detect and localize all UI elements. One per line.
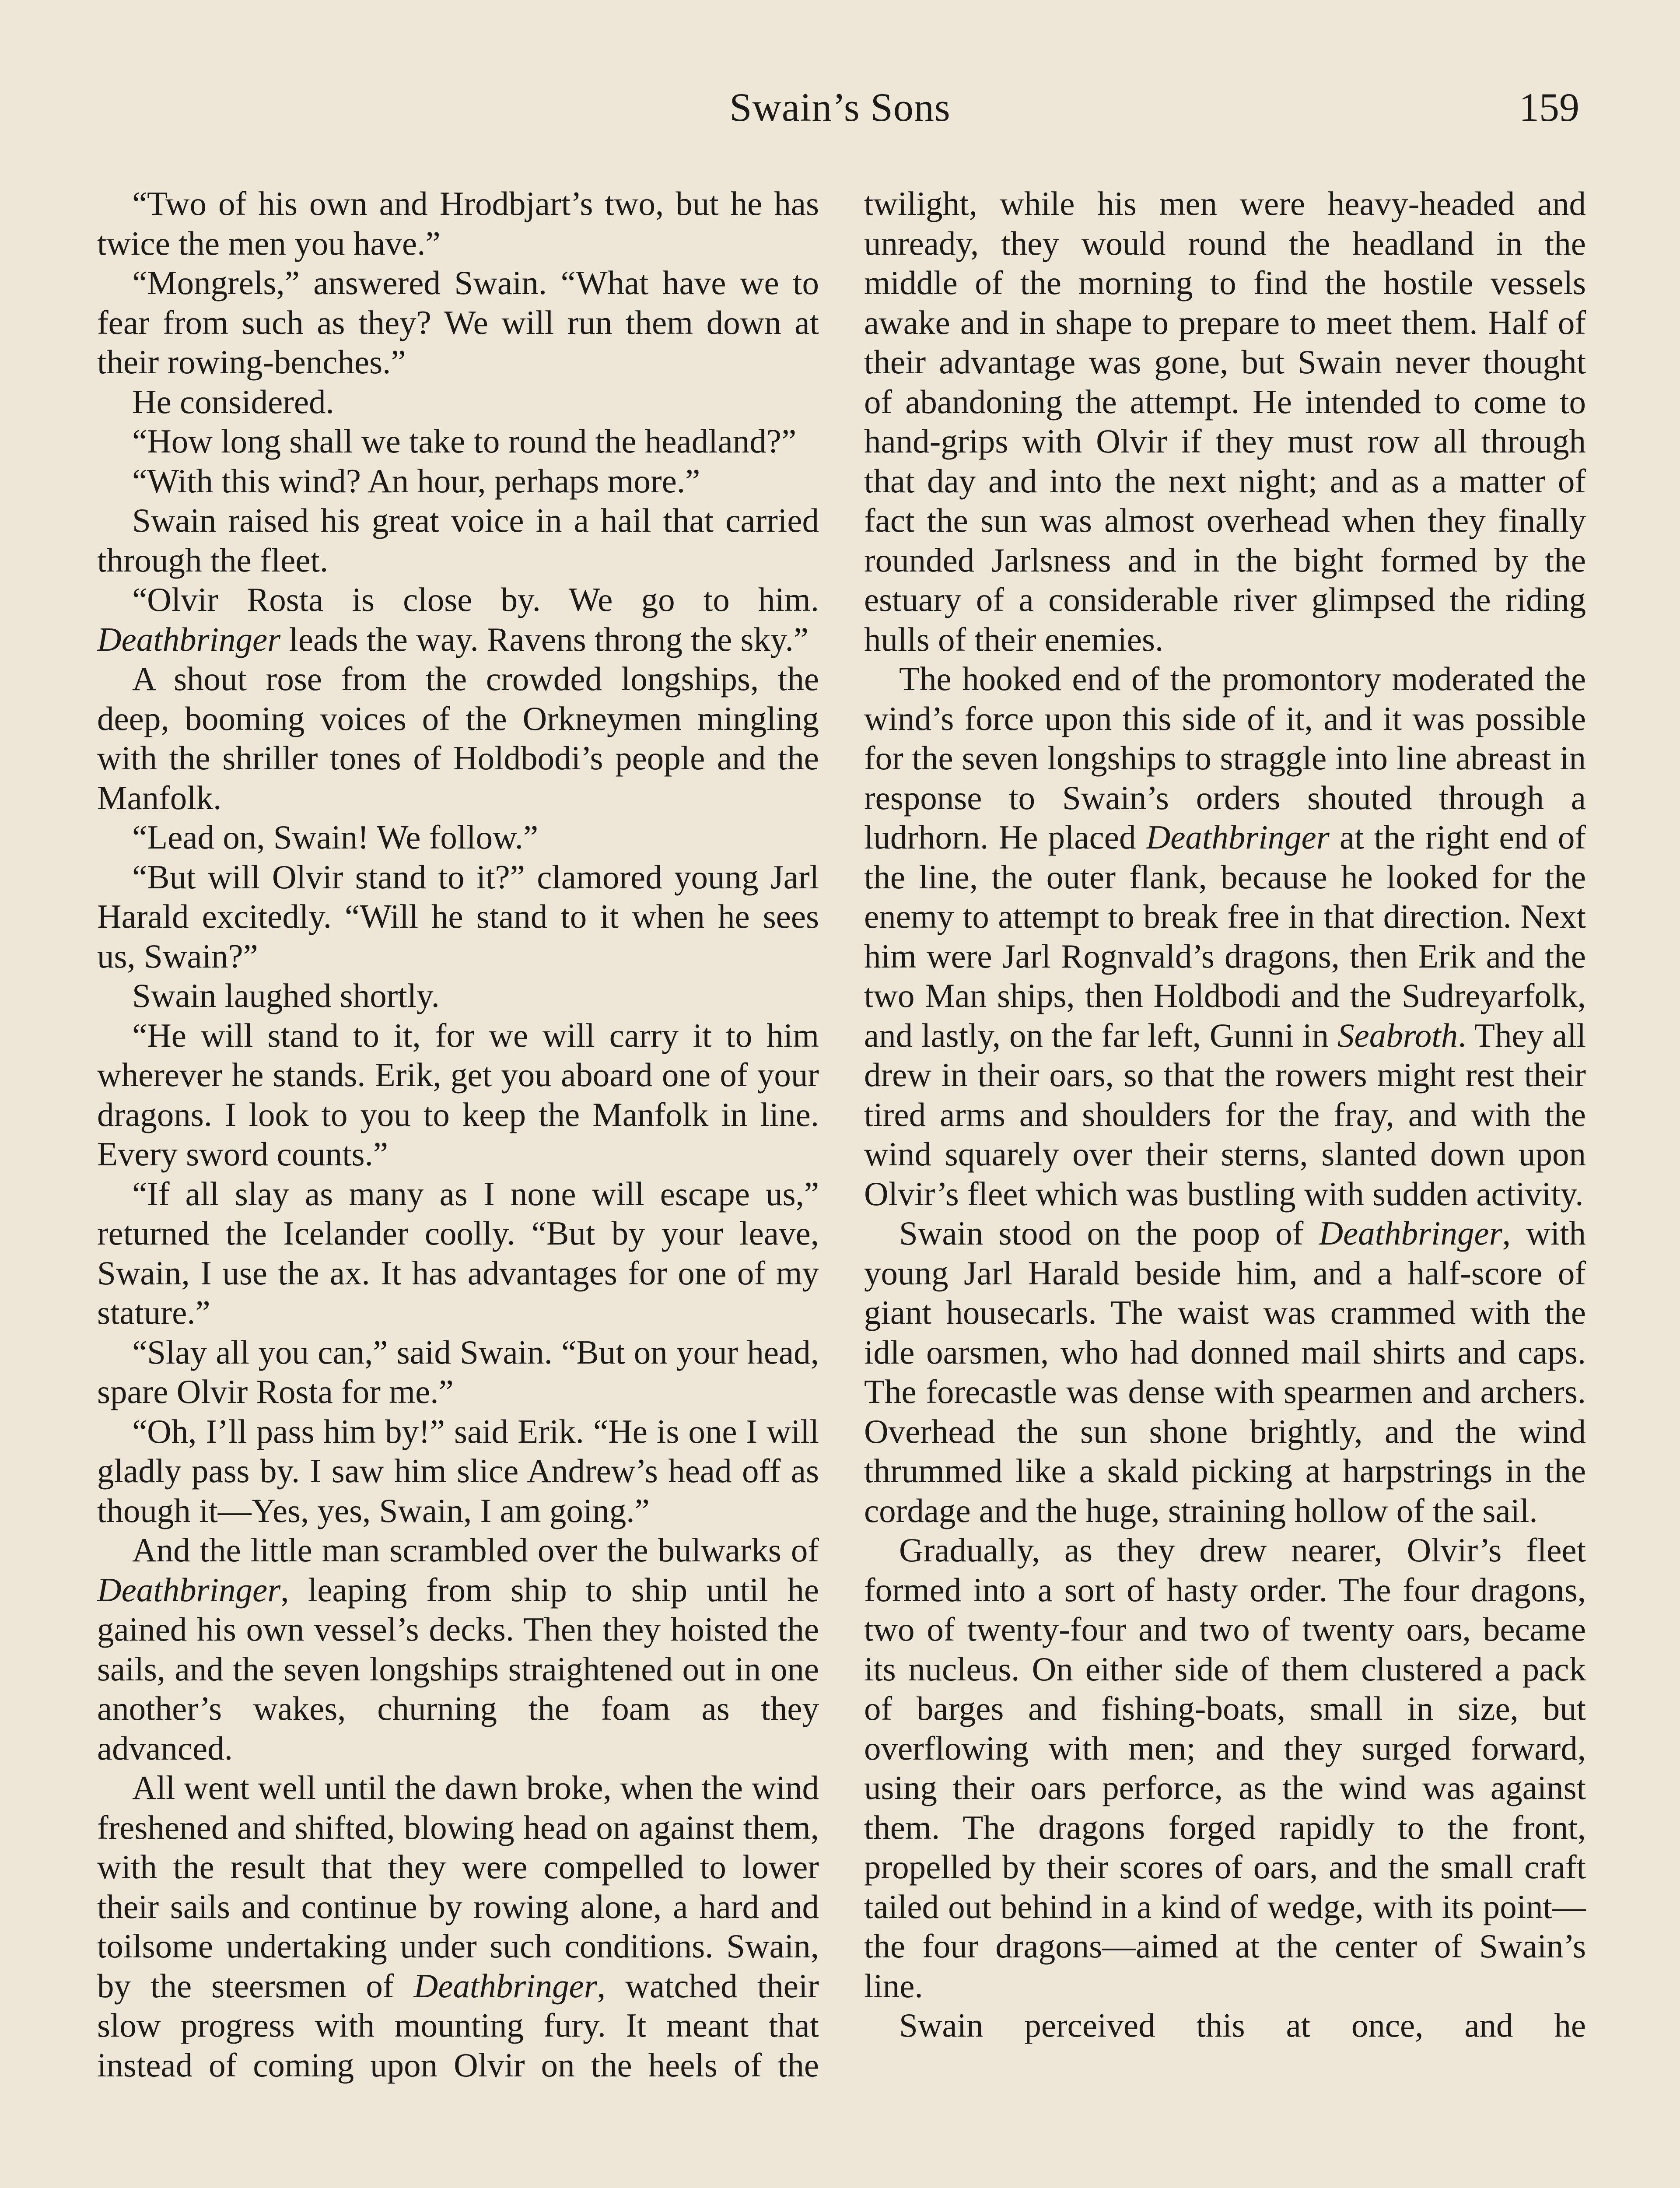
paragraph: “Oh, I’ll pass him by!” said Erik. “He is one I will gladly pass by. I saw him slice Andrew’s head off as though it—Yes, yes, Swain, I am going.”: [97, 1412, 819, 1529]
text-run: . They all drew in their oars, so that the rowers might rest their tired arms and shoulders for the fray, and with the wind squarely over their sterns, slanted down upon Olvir’s fleet which was bustling with sudden activity.: [864, 1016, 1586, 1213]
paragraph: “If all slay as many as I none will escape us,” returned the Icelander coolly. “But by your leave, Swain, I use the ax. It has advantages for one of my stature.”: [97, 1175, 819, 1331]
paragraph: “Two of his own and Hrodbjart’s two, but he has twice the men you have.”: [97, 185, 819, 262]
paragraph: [864, 659, 1586, 1213]
text-run: Swain stood on the poop of: [899, 1214, 1319, 1252]
ship-name: Deathbringer: [413, 1967, 597, 2005]
left-column: [97, 184, 819, 2188]
text-run: And the little man scrambled over the bulwarks of: [132, 1531, 819, 1569]
text-run: leads the way. Ravens throng the sky.”: [280, 620, 808, 658]
right-column: [864, 184, 1586, 2188]
paragraph: “Slay all you can,” said Swain. “But on your head, spare Olvir Rosta for me.”: [97, 1333, 819, 1410]
paragraph: [864, 1213, 1586, 1530]
running-title: Swain’s Sons: [729, 85, 951, 130]
paragraph: “But will Olvir stand to it?” clamored young Jarl Harald excitedly. “Will he stand to it when he sees us, Swain?”: [97, 858, 819, 975]
ship-name: Seabroth: [1337, 1016, 1458, 1054]
paragraph: [97, 1768, 819, 2085]
text-run: at the right end of the line, the outer flank, because he looked for the enemy to attempt to break free in that direction. Next him were Jarl Rognvald’s dragons, then Erik and the two Man ships, then Holdbodi and the Sudreyarfolk, and lastly, on the far left, Gunni in: [864, 818, 1586, 1054]
text-run: , watched their slow progress with mounting fury. It meant that instead of coming upon Olvir on the heels of the: [97, 1967, 819, 2084]
paragraph: Swain perceived this at once, and he: [899, 2006, 1586, 2044]
paragraph: “With this wind? An hour, perhaps more.”: [132, 462, 700, 500]
paragraph: twilight, while his men were heavy-headed and unready, they would round the headland in the middle of the morning to find the hostile vessels awake and in shape to prepare to meet them. Half of their advantage was gone, but Swain never thought of abandoning the attempt. He intended to come to hand-grips with Olvir if they must row all through that day and into the next night; and as a matter of fact the sun was almost overhead when they finally rounded Jarlsness and in the bight formed by the estuary of a considerable river glimpsed the riding hulls of their enemies.: [864, 185, 1586, 658]
paragraph: “Mongrels,” answered Swain. “What have we to fear from such as they? We will run them down at their rowing-benches.”: [97, 264, 819, 381]
paragraph: Gradually, as they drew nearer, Olvir’s fleet formed into a sort of hasty order. The four dragons, two of twenty-four and two of twenty oars, became its nucleus. On either side of them clustered a pack of barges and fishing-boats, small in size, but overflowing with men; and they surged forward, using their oars perforce, as the wind was against them. The dragons forged rapidly to the front, propelled by their scores of oars, and the small craft tailed out behind in a kind of wedge, with its point—the four dragons—aimed at the center of Swain’s line.: [864, 1531, 1586, 2005]
text-run: , leaping from ship to ship until he gained his own vessel’s decks. Then they hoisted the sails, and the seven longships straightened out in one another’s wakes, churning the foam as they advanced.: [97, 1571, 819, 1767]
paragraph: A shout rose from the crowded longships, the deep, booming voices of the Orkneymen mingling with the shriller tones of Holdbodi’s people and the Manfolk.: [97, 660, 819, 817]
page-number: 159: [1519, 85, 1579, 130]
paragraph: [97, 1530, 819, 1768]
paragraph: “He will stand to it, for we will carry it to him wherever he stands. Erik, get you aboard one of your dragons. I look to you to keep the Manfolk in line. Every sword counts.”: [97, 1016, 819, 1173]
paragraph: He considered.: [132, 382, 334, 421]
paragraph: “How long shall we take to round the headland?”: [132, 422, 797, 460]
text-run: All went well until the dawn broke, when the wind freshened and shifted, blowing head on against them, with the result that they were compelled to lower their sails and continue by rowing alone, a hard and toilsome undertaking under such conditions. Swain, by the steersmen of: [97, 1769, 819, 2005]
paragraph: [97, 580, 819, 659]
ship-name: Deathbringer: [1319, 1214, 1502, 1252]
text-run: , with young Jarl Harald beside him, and a half-score of giant housecarls. The waist was crammed with the idle oarsmen, who had donned mail shirts and caps. The forecastle was dense with spearmen and archers. Overhead the sun shone brightly, and the wind thrummed like a skald picking at harpstrings in the cordage and the huge, straining hollow of the sail.: [864, 1214, 1586, 1529]
text-run: The hooked end of the promontory moderated the wind’s force upon this side of it, and it was possible for the seven longships to straggle into line abreast in response to Swain’s orders shouted through a ludrhorn. He placed: [864, 660, 1586, 856]
ship-name: Deathbringer: [1146, 818, 1330, 856]
ship-name: Deathbringer: [97, 1571, 281, 1609]
ship-name: Deathbringer: [97, 620, 281, 658]
text-run: “Olvir Rosta is close by. We go to him.: [132, 581, 819, 618]
paragraph: Swain laughed shortly.: [132, 977, 440, 1014]
paragraph: “Lead on, Swain! We follow.”: [132, 818, 539, 856]
paragraph: Swain raised his great voice in a hail that carried through the fleet.: [97, 501, 819, 579]
